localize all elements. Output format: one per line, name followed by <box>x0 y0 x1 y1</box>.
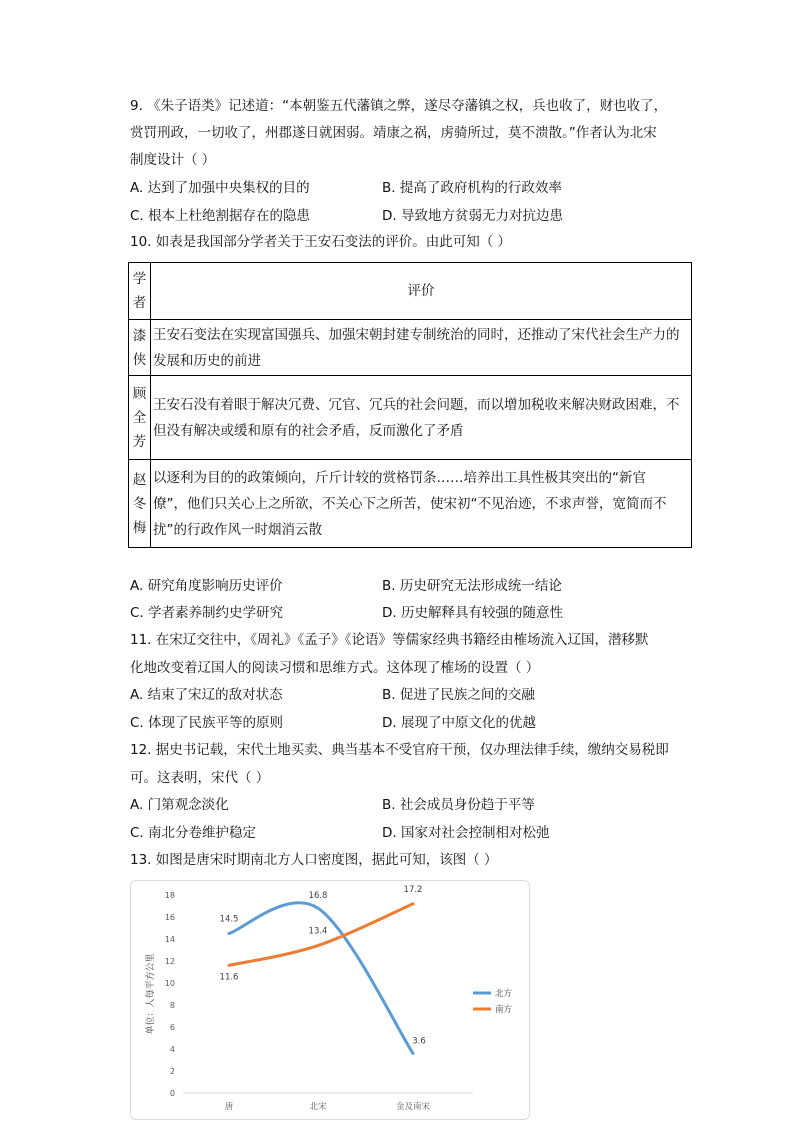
q13-stem: 13. 如图是唐宋时期南北方人口密度图，据此可知，该图（ ） <box>130 852 498 868</box>
name-char: 梅 <box>132 519 147 536</box>
data-label: 16.8 <box>308 891 328 902</box>
chart-svg <box>131 881 529 1119</box>
evaluation-text <box>151 320 692 376</box>
scholar-name <box>129 460 151 548</box>
q11-option-d: D. 展现了中原文化的优越 <box>382 715 536 731</box>
evaluation-line: 以逐利为目的的政策倾向，斤斤计较的赏格罚条……培养出工具性极其突出的“新官 <box>153 469 646 486</box>
q9-option-c: C. 根本上杜绝割据存在的隐患 <box>130 208 311 224</box>
data-label: 17.2 <box>403 884 423 895</box>
data-label: 3.6 <box>412 1036 426 1047</box>
q11-option-a: A. 结束了宋辽的敌对状态 <box>130 687 283 703</box>
table-header-row <box>129 263 692 320</box>
series-line-north <box>229 903 413 1054</box>
evaluation-line: 发展和历史的前进 <box>153 352 261 369</box>
y-tick-label: 12 <box>164 957 175 966</box>
y-tick-label: 16 <box>164 913 175 922</box>
evaluation-line: 王安石没有着眼于解决冗费、冗官、冗兵的社会问题，而以增加税收来解决财政困难，不 <box>153 396 680 413</box>
q12-stem-line-1: 12. 据史书记载，宋代土地买卖、典当基本不受官府干预，仅办理法律手续，缴纳交易税即 <box>130 742 669 758</box>
q11-option-b: B. 促进了民族之间的交融 <box>382 687 535 703</box>
q9-stem-line-2: 赏罚刑政，一切收了，州郡遂日就困弱。靖康之祸，虏骑所过，莫不溃散。”作者认为北宋 <box>130 125 657 141</box>
header-scholar-char-2: 者 <box>132 295 147 311</box>
x-tick-label: 唐 <box>224 1102 234 1112</box>
q10-option-b: B. 历史研究无法形成统一结论 <box>382 578 562 594</box>
name-char: 赵 <box>132 471 147 488</box>
q10-option-d: D. 历史解释具有较强的随意性 <box>382 605 563 621</box>
name-char: 冬 <box>132 495 147 512</box>
name-char: 侠 <box>132 351 147 368</box>
name-char: 顾 <box>132 385 147 402</box>
evaluation-text <box>151 460 692 548</box>
evaluation-table <box>128 262 692 548</box>
evaluation-line: 扰”的行政作风一时烟消云散 <box>153 521 322 538</box>
evaluation-line: 王安石变法在实现富国强兵、加强宋朝封建专制统治的同时，还推动了宋代社会生产力的 <box>153 326 680 343</box>
x-tick-label: 金及南宋 <box>395 1102 431 1112</box>
q10-stem: 10. 如表是我国部分学者关于王安石变法的评价。由此可知（ ） <box>130 234 512 250</box>
y-tick-label: 2 <box>169 1067 175 1076</box>
y-tick-label: 6 <box>169 1023 175 1032</box>
q12-option-a: A. 门第观念淡化 <box>130 797 229 813</box>
q9-stem-line-3: 制度设计（ ） <box>130 152 216 168</box>
header-scholar-char-1: 学 <box>132 271 147 287</box>
name-char: 全 <box>132 409 147 426</box>
data-label: 11.6 <box>219 972 239 983</box>
q9-stem-line-1: 9. 《朱子语类》记述道：“本朝鉴五代藩镇之弊，遂尽夺藩镇之权，兵也收了，财也收了， <box>130 98 668 114</box>
q12-option-d: D. 国家对社会控制相对松弛 <box>382 825 550 841</box>
q9-option-a: A. 达到了加强中央集权的目的 <box>130 180 310 196</box>
evaluation-line: 僚”，他们只关心上之所欲，不关心下之所苦，使宋初“不见治迹，不求声誉，宽简而不 <box>153 495 667 512</box>
scholar-name <box>129 376 151 460</box>
scholar-name <box>129 320 151 376</box>
y-tick-label: 14 <box>164 935 175 944</box>
evaluation-line: 但没有解决或缓和原有的社会矛盾，反而激化了矛盾 <box>153 422 464 439</box>
evaluation-text <box>151 376 692 460</box>
header-evaluation: 评价 <box>151 263 692 320</box>
table-row <box>129 320 692 376</box>
y-tick-label: 8 <box>169 1001 175 1010</box>
q11-stem-line-1: 11. 在宋辽交往中，《周礼》《孟子》《论语》等儒家经典书籍经由榷场流入辽国，潜移默 <box>130 632 649 648</box>
y-tick-label: 10 <box>164 979 175 988</box>
legend-label: 南方 <box>495 1005 513 1015</box>
data-label: 13.4 <box>308 926 328 937</box>
q10-option-a: A. 研究角度影响历史评价 <box>130 578 283 594</box>
q9-option-b: B. 提高了政府机构的行政效率 <box>382 180 562 196</box>
y-tick-label: 18 <box>164 891 175 900</box>
q11-stem-line-2: 化地改变着辽国人的阅读习惯和思维方式。这体现了榷场的设置（ ） <box>130 660 540 676</box>
population-density-chart <box>130 880 530 1120</box>
q9-option-d: D. 导致地方贫弱无力对抗边患 <box>382 208 563 224</box>
table-row <box>129 376 692 460</box>
q12-option-c: C. 南北分卷维护稳定 <box>130 825 257 841</box>
y-tick-label: 0 <box>169 1089 175 1098</box>
q12-option-b: B. 社会成员身份趋于平等 <box>382 797 535 813</box>
q10-option-c: C. 学者素养制约史学研究 <box>130 605 284 621</box>
q12-stem-line-2: 可。这表明，宋代（ ） <box>130 770 270 786</box>
data-label: 14.5 <box>219 914 239 925</box>
table-row <box>129 460 692 548</box>
y-tick-label: 4 <box>169 1045 175 1054</box>
header-scholar <box>129 263 151 320</box>
x-tick-label: 北宋 <box>309 1102 327 1112</box>
name-char: 漆 <box>132 327 147 344</box>
legend-label: 北方 <box>495 989 513 999</box>
q11-option-c: C. 体现了民族平等的原则 <box>130 715 284 731</box>
name-char: 芳 <box>132 433 147 450</box>
y-axis-label: 单位：人每平方公里 <box>146 953 156 1035</box>
